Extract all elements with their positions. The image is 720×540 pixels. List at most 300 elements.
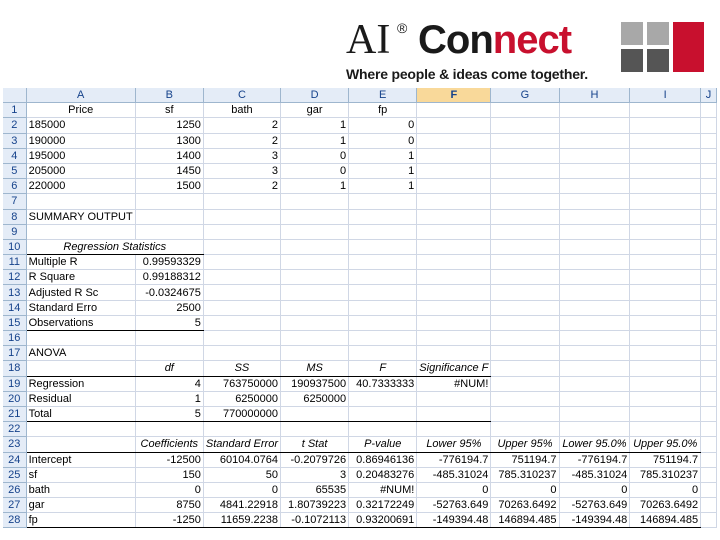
cell-h6[interactable] xyxy=(559,179,630,194)
cell-f24[interactable]: -776194.7 xyxy=(417,452,491,467)
cell-d9[interactable] xyxy=(281,224,349,239)
cell-b4[interactable]: 1400 xyxy=(135,148,203,163)
row-header[interactable]: 16 xyxy=(3,331,26,346)
cell-b19[interactable]: 4 xyxy=(135,376,203,391)
cell-f9[interactable] xyxy=(417,224,491,239)
cell-a7[interactable] xyxy=(26,194,135,209)
cell-j12[interactable] xyxy=(701,270,717,285)
row-header[interactable]: 1 xyxy=(3,103,26,118)
cell-b8[interactable] xyxy=(135,209,203,224)
cell-d12[interactable] xyxy=(281,270,349,285)
cell-e24[interactable]: 0.86946136 xyxy=(349,452,417,467)
cell-j23[interactable] xyxy=(701,437,717,452)
cell-h11[interactable] xyxy=(559,255,630,270)
cell-d22[interactable] xyxy=(281,422,349,437)
cell-h23[interactable]: Lower 95.0% xyxy=(559,437,630,452)
cell-a26[interactable]: bath xyxy=(26,482,135,497)
cell-j8[interactable] xyxy=(701,209,717,224)
row-header[interactable]: 10 xyxy=(3,239,26,254)
cell-f23[interactable]: Lower 95% xyxy=(417,437,491,452)
cell-j18[interactable] xyxy=(701,361,717,376)
cell-j16[interactable] xyxy=(701,331,717,346)
column-header-h[interactable]: H xyxy=(559,88,630,103)
cell-a15[interactable]: Observations xyxy=(26,315,135,330)
cell-c24[interactable]: 60104.0764 xyxy=(203,452,280,467)
cell-g14[interactable] xyxy=(491,300,559,315)
cell-f19[interactable]: #NUM! xyxy=(417,376,491,391)
cell-e1[interactable]: fp xyxy=(349,103,417,118)
row-header[interactable]: 12 xyxy=(3,270,26,285)
cell-i26[interactable]: 0 xyxy=(630,482,701,497)
cell-g16[interactable] xyxy=(491,331,559,346)
row-header[interactable]: 26 xyxy=(3,482,26,497)
cell-c23[interactable]: Standard Error xyxy=(203,437,280,452)
cell-d5[interactable]: 0 xyxy=(281,163,349,178)
cell-h9[interactable] xyxy=(559,224,630,239)
cell-a6[interactable]: 220000 xyxy=(26,179,135,194)
cell-g4[interactable] xyxy=(491,148,559,163)
cell-g18[interactable] xyxy=(491,361,559,376)
cell-f21[interactable] xyxy=(417,406,491,421)
cell-h17[interactable] xyxy=(559,346,630,361)
cell-c16[interactable] xyxy=(203,331,280,346)
cell-d3[interactable]: 1 xyxy=(281,133,349,148)
cell-a21[interactable]: Total xyxy=(26,406,135,421)
cell-i11[interactable] xyxy=(630,255,701,270)
cell-c6[interactable]: 2 xyxy=(203,179,280,194)
cell-i4[interactable] xyxy=(630,148,701,163)
cell-f7[interactable] xyxy=(417,194,491,209)
cell-a1[interactable]: Price xyxy=(26,103,135,118)
cell-a27[interactable]: gar xyxy=(26,498,135,513)
row-header[interactable]: 27 xyxy=(3,498,26,513)
cell-c7[interactable] xyxy=(203,194,280,209)
cell-e27[interactable]: 0.32172249 xyxy=(349,498,417,513)
cell-e6[interactable]: 1 xyxy=(349,179,417,194)
cell-j3[interactable] xyxy=(701,133,717,148)
cell-d26[interactable]: 65535 xyxy=(281,482,349,497)
cell-i24[interactable]: 751194.7 xyxy=(630,452,701,467)
cell-d24[interactable]: -0.2079726 xyxy=(281,452,349,467)
cell-b7[interactable] xyxy=(135,194,203,209)
cell-a10[interactable]: Regression Statistics xyxy=(26,239,203,254)
row-header[interactable]: 25 xyxy=(3,467,26,482)
cell-h2[interactable] xyxy=(559,118,630,133)
cell-j1[interactable] xyxy=(701,103,717,118)
cell-b28[interactable]: -1250 xyxy=(135,513,203,528)
cell-a22[interactable] xyxy=(26,422,135,437)
cell-f25[interactable]: -485.31024 xyxy=(417,467,491,482)
cell-f8[interactable] xyxy=(417,209,491,224)
cell-g23[interactable]: Upper 95% xyxy=(491,437,559,452)
cell-h7[interactable] xyxy=(559,194,630,209)
cell-h21[interactable] xyxy=(559,406,630,421)
cell-a25[interactable]: sf xyxy=(26,467,135,482)
cell-a2[interactable]: 185000 xyxy=(26,118,135,133)
cell-e15[interactable] xyxy=(349,315,417,330)
cell-e12[interactable] xyxy=(349,270,417,285)
cell-g22[interactable] xyxy=(491,422,559,437)
cell-f2[interactable] xyxy=(417,118,491,133)
cell-j9[interactable] xyxy=(701,224,717,239)
column-header-i[interactable]: I xyxy=(630,88,701,103)
cell-e19[interactable]: 40.7333333 xyxy=(349,376,417,391)
cell-f17[interactable] xyxy=(417,346,491,361)
row-header[interactable]: 21 xyxy=(3,406,26,421)
cell-j21[interactable] xyxy=(701,406,717,421)
cell-g26[interactable]: 0 xyxy=(491,482,559,497)
cell-i8[interactable] xyxy=(630,209,701,224)
cell-a24[interactable]: Intercept xyxy=(26,452,135,467)
row-header[interactable]: 24 xyxy=(3,452,26,467)
cell-f12[interactable] xyxy=(417,270,491,285)
cell-g9[interactable] xyxy=(491,224,559,239)
cell-d13[interactable] xyxy=(281,285,349,300)
cell-j11[interactable] xyxy=(701,255,717,270)
cell-j15[interactable] xyxy=(701,315,717,330)
cell-e8[interactable] xyxy=(349,209,417,224)
cell-e3[interactable]: 0 xyxy=(349,133,417,148)
cell-c12[interactable] xyxy=(203,270,280,285)
cell-g24[interactable]: 751194.7 xyxy=(491,452,559,467)
cell-i17[interactable] xyxy=(630,346,701,361)
cell-b6[interactable]: 1500 xyxy=(135,179,203,194)
cell-d18[interactable]: MS xyxy=(281,361,349,376)
cell-h25[interactable]: -485.31024 xyxy=(559,467,630,482)
cell-f3[interactable] xyxy=(417,133,491,148)
cell-j7[interactable] xyxy=(701,194,717,209)
cell-h16[interactable] xyxy=(559,331,630,346)
cell-g10[interactable] xyxy=(491,239,559,254)
row-header[interactable]: 20 xyxy=(3,391,26,406)
cell-d6[interactable]: 1 xyxy=(281,179,349,194)
cell-c9[interactable] xyxy=(203,224,280,239)
cell-h10[interactable] xyxy=(559,239,630,254)
cell-b14[interactable]: 2500 xyxy=(135,300,203,315)
cell-h14[interactable] xyxy=(559,300,630,315)
cell-a5[interactable]: 205000 xyxy=(26,163,135,178)
cell-b20[interactable]: 1 xyxy=(135,391,203,406)
cell-e17[interactable] xyxy=(349,346,417,361)
cell-f20[interactable] xyxy=(417,391,491,406)
cell-b16[interactable] xyxy=(135,331,203,346)
row-header[interactable]: 22 xyxy=(3,422,26,437)
cell-c4[interactable]: 3 xyxy=(203,148,280,163)
cell-e4[interactable]: 1 xyxy=(349,148,417,163)
cell-d14[interactable] xyxy=(281,300,349,315)
cell-g13[interactable] xyxy=(491,285,559,300)
row-header[interactable]: 18 xyxy=(3,361,26,376)
cell-d8[interactable] xyxy=(281,209,349,224)
cell-d16[interactable] xyxy=(281,331,349,346)
cell-g2[interactable] xyxy=(491,118,559,133)
cell-e20[interactable] xyxy=(349,391,417,406)
cell-f27[interactable]: -52763.649 xyxy=(417,498,491,513)
cell-c21[interactable]: 770000000 xyxy=(203,406,280,421)
cell-g5[interactable] xyxy=(491,163,559,178)
cell-f14[interactable] xyxy=(417,300,491,315)
cell-h20[interactable] xyxy=(559,391,630,406)
cell-i21[interactable] xyxy=(630,406,701,421)
cell-d19[interactable]: 190937500 xyxy=(281,376,349,391)
cell-d2[interactable]: 1 xyxy=(281,118,349,133)
cell-i19[interactable] xyxy=(630,376,701,391)
row-header[interactable]: 2 xyxy=(3,118,26,133)
cell-b27[interactable]: 8750 xyxy=(135,498,203,513)
cell-c14[interactable] xyxy=(203,300,280,315)
cell-j24[interactable] xyxy=(701,452,717,467)
cell-h28[interactable]: -149394.48 xyxy=(559,513,630,528)
cell-f15[interactable] xyxy=(417,315,491,330)
column-header-e[interactable]: E xyxy=(349,88,417,103)
cell-c5[interactable]: 3 xyxy=(203,163,280,178)
cell-e9[interactable] xyxy=(349,224,417,239)
row-header[interactable]: 8 xyxy=(3,209,26,224)
cell-a3[interactable]: 190000 xyxy=(26,133,135,148)
cell-f22[interactable] xyxy=(417,422,491,437)
cell-d20[interactable]: 6250000 xyxy=(281,391,349,406)
cell-j5[interactable] xyxy=(701,163,717,178)
cell-g6[interactable] xyxy=(491,179,559,194)
cell-h3[interactable] xyxy=(559,133,630,148)
cell-h27[interactable]: -52763.649 xyxy=(559,498,630,513)
cell-g21[interactable] xyxy=(491,406,559,421)
cell-e7[interactable] xyxy=(349,194,417,209)
cell-b11[interactable]: 0.99593329 xyxy=(135,255,203,270)
cell-g20[interactable] xyxy=(491,391,559,406)
cell-i5[interactable] xyxy=(630,163,701,178)
cell-f18[interactable]: Significance F xyxy=(417,361,491,376)
cell-c27[interactable]: 4841.22918 xyxy=(203,498,280,513)
cell-b3[interactable]: 1300 xyxy=(135,133,203,148)
cell-i1[interactable] xyxy=(630,103,701,118)
cell-c22[interactable] xyxy=(203,422,280,437)
cell-f1[interactable] xyxy=(417,103,491,118)
cell-c19[interactable]: 763750000 xyxy=(203,376,280,391)
cell-e25[interactable]: 0.20483276 xyxy=(349,467,417,482)
cell-e18[interactable]: F xyxy=(349,361,417,376)
cell-i28[interactable]: 146894.485 xyxy=(630,513,701,528)
cell-e13[interactable] xyxy=(349,285,417,300)
cell-b18[interactable]: df xyxy=(135,361,203,376)
column-header-c[interactable]: C xyxy=(203,88,280,103)
cell-a20[interactable]: Residual xyxy=(26,391,135,406)
cell-i2[interactable] xyxy=(630,118,701,133)
cell-i9[interactable] xyxy=(630,224,701,239)
cell-f4[interactable] xyxy=(417,148,491,163)
cell-d21[interactable] xyxy=(281,406,349,421)
cell-d4[interactable]: 0 xyxy=(281,148,349,163)
cell-g19[interactable] xyxy=(491,376,559,391)
cell-c13[interactable] xyxy=(203,285,280,300)
column-header-j[interactable]: J xyxy=(701,88,717,103)
cell-d28[interactable]: -0.1072113 xyxy=(281,513,349,528)
cell-c25[interactable]: 50 xyxy=(203,467,280,482)
cell-c28[interactable]: 11659.2238 xyxy=(203,513,280,528)
cell-f10[interactable] xyxy=(417,239,491,254)
column-header-d[interactable]: D xyxy=(281,88,349,103)
cell-d23[interactable]: t Stat xyxy=(281,437,349,452)
cell-b2[interactable]: 1250 xyxy=(135,118,203,133)
cell-j17[interactable] xyxy=(701,346,717,361)
cell-a8[interactable]: SUMMARY OUTPUT xyxy=(26,209,135,224)
cell-e26[interactable]: #NUM! xyxy=(349,482,417,497)
cell-d10[interactable] xyxy=(281,239,349,254)
row-header[interactable]: 23 xyxy=(3,437,26,452)
cell-h12[interactable] xyxy=(559,270,630,285)
cell-i23[interactable]: Upper 95.0% xyxy=(630,437,701,452)
cell-a11[interactable]: Multiple R xyxy=(26,255,135,270)
cell-c2[interactable]: 2 xyxy=(203,118,280,133)
cell-d11[interactable] xyxy=(281,255,349,270)
cell-j27[interactable] xyxy=(701,498,717,513)
cell-j6[interactable] xyxy=(701,179,717,194)
column-header-b[interactable]: B xyxy=(135,88,203,103)
cell-i18[interactable] xyxy=(630,361,701,376)
cell-b5[interactable]: 1450 xyxy=(135,163,203,178)
cell-a16[interactable] xyxy=(26,331,135,346)
cell-a9[interactable] xyxy=(26,224,135,239)
cell-b23[interactable]: Coefficients xyxy=(135,437,203,452)
cell-j14[interactable] xyxy=(701,300,717,315)
cell-d27[interactable]: 1.80739223 xyxy=(281,498,349,513)
cell-c3[interactable]: 2 xyxy=(203,133,280,148)
cell-f26[interactable]: 0 xyxy=(417,482,491,497)
cell-e22[interactable] xyxy=(349,422,417,437)
cell-d15[interactable] xyxy=(281,315,349,330)
cell-h19[interactable] xyxy=(559,376,630,391)
cell-h22[interactable] xyxy=(559,422,630,437)
cell-h8[interactable] xyxy=(559,209,630,224)
row-header[interactable]: 7 xyxy=(3,194,26,209)
cell-j22[interactable] xyxy=(701,422,717,437)
row-header[interactable]: 28 xyxy=(3,513,26,528)
cell-a4[interactable]: 195000 xyxy=(26,148,135,163)
cell-g28[interactable]: 146894.485 xyxy=(491,513,559,528)
cell-i15[interactable] xyxy=(630,315,701,330)
cell-g11[interactable] xyxy=(491,255,559,270)
row-header[interactable]: 9 xyxy=(3,224,26,239)
cell-g15[interactable] xyxy=(491,315,559,330)
cell-e10[interactable] xyxy=(349,239,417,254)
cell-e5[interactable]: 1 xyxy=(349,163,417,178)
row-header[interactable]: 19 xyxy=(3,376,26,391)
cell-h1[interactable] xyxy=(559,103,630,118)
cell-j2[interactable] xyxy=(701,118,717,133)
cell-i22[interactable] xyxy=(630,422,701,437)
cell-h24[interactable]: -776194.7 xyxy=(559,452,630,467)
cell-h18[interactable] xyxy=(559,361,630,376)
cell-g12[interactable] xyxy=(491,270,559,285)
cell-f28[interactable]: -149394.48 xyxy=(417,513,491,528)
cell-g25[interactable]: 785.310237 xyxy=(491,467,559,482)
cell-a12[interactable]: R Square xyxy=(26,270,135,285)
cell-d1[interactable]: gar xyxy=(281,103,349,118)
cell-b26[interactable]: 0 xyxy=(135,482,203,497)
cell-a13[interactable]: Adjusted R Sc xyxy=(26,285,135,300)
row-header[interactable]: 15 xyxy=(3,315,26,330)
cell-a23[interactable] xyxy=(26,437,135,452)
cell-i12[interactable] xyxy=(630,270,701,285)
spreadsheet-grid[interactable] xyxy=(3,88,717,528)
cell-g17[interactable] xyxy=(491,346,559,361)
cell-i20[interactable] xyxy=(630,391,701,406)
cell-a14[interactable]: Standard Erro xyxy=(26,300,135,315)
cell-c1[interactable]: bath xyxy=(203,103,280,118)
cell-b21[interactable]: 5 xyxy=(135,406,203,421)
cell-b12[interactable]: 0.99188312 xyxy=(135,270,203,285)
cell-j28[interactable] xyxy=(701,513,717,528)
cell-h4[interactable] xyxy=(559,148,630,163)
cell-c15[interactable] xyxy=(203,315,280,330)
cell-b13[interactable]: -0.0324675 xyxy=(135,285,203,300)
column-header-f[interactable]: F xyxy=(417,88,491,103)
cell-b25[interactable]: 150 xyxy=(135,467,203,482)
cell-i16[interactable] xyxy=(630,331,701,346)
cell-e23[interactable]: P-value xyxy=(349,437,417,452)
cell-i27[interactable]: 70263.6492 xyxy=(630,498,701,513)
cell-b17[interactable] xyxy=(135,346,203,361)
cell-d25[interactable]: 3 xyxy=(281,467,349,482)
cell-c26[interactable]: 0 xyxy=(203,482,280,497)
cell-a17[interactable]: ANOVA xyxy=(26,346,135,361)
cell-i14[interactable] xyxy=(630,300,701,315)
row-header[interactable]: 13 xyxy=(3,285,26,300)
cell-g1[interactable] xyxy=(491,103,559,118)
cell-e16[interactable] xyxy=(349,331,417,346)
cell-j20[interactable] xyxy=(701,391,717,406)
cell-b1[interactable]: sf xyxy=(135,103,203,118)
cell-i10[interactable] xyxy=(630,239,701,254)
cell-a18[interactable] xyxy=(26,361,135,376)
cell-c10[interactable] xyxy=(203,239,280,254)
cell-h13[interactable] xyxy=(559,285,630,300)
cell-g8[interactable] xyxy=(491,209,559,224)
cell-i25[interactable]: 785.310237 xyxy=(630,467,701,482)
cell-e28[interactable]: 0.93200691 xyxy=(349,513,417,528)
cell-f13[interactable] xyxy=(417,285,491,300)
cell-j25[interactable] xyxy=(701,467,717,482)
row-header[interactable]: 6 xyxy=(3,179,26,194)
cell-b24[interactable]: -12500 xyxy=(135,452,203,467)
cell-c20[interactable]: 6250000 xyxy=(203,391,280,406)
cell-a28[interactable]: fp xyxy=(26,513,135,528)
cell-e2[interactable]: 0 xyxy=(349,118,417,133)
cell-e14[interactable] xyxy=(349,300,417,315)
cell-c17[interactable] xyxy=(203,346,280,361)
cell-h5[interactable] xyxy=(559,163,630,178)
cell-j19[interactable] xyxy=(701,376,717,391)
cell-c11[interactable] xyxy=(203,255,280,270)
cell-h15[interactable] xyxy=(559,315,630,330)
cell-f5[interactable] xyxy=(417,163,491,178)
cell-b15[interactable]: 5 xyxy=(135,315,203,330)
cell-j13[interactable] xyxy=(701,285,717,300)
cell-b9[interactable] xyxy=(135,224,203,239)
row-header[interactable]: 17 xyxy=(3,346,26,361)
column-header-g[interactable]: G xyxy=(491,88,559,103)
cell-g3[interactable] xyxy=(491,133,559,148)
cell-j4[interactable] xyxy=(701,148,717,163)
cell-f16[interactable] xyxy=(417,331,491,346)
cell-f11[interactable] xyxy=(417,255,491,270)
select-all-corner[interactable] xyxy=(3,88,26,103)
cell-i7[interactable] xyxy=(630,194,701,209)
cell-e11[interactable] xyxy=(349,255,417,270)
cell-e21[interactable] xyxy=(349,406,417,421)
cell-i6[interactable] xyxy=(630,179,701,194)
row-header[interactable]: 11 xyxy=(3,255,26,270)
